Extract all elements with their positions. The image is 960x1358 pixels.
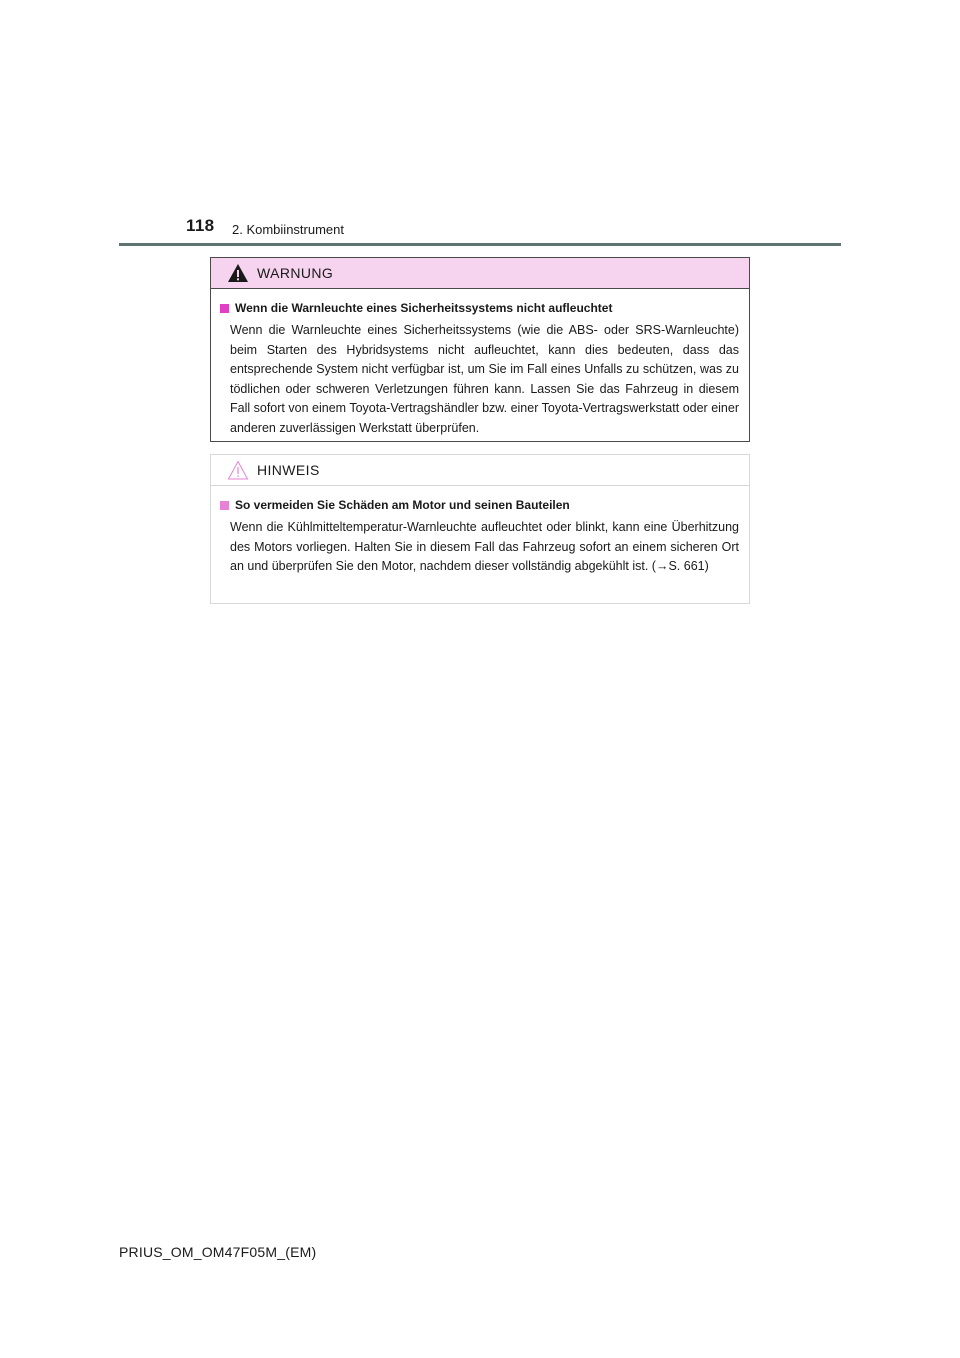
- square-bullet-icon: [220, 501, 229, 510]
- page-number: 118: [186, 216, 215, 235]
- notice-title: HINWEIS: [257, 462, 320, 478]
- header-rule: [119, 243, 841, 246]
- caution-triangle-outline-icon: [227, 460, 249, 480]
- notice-item-text: Wenn die Kühlmitteltemperatur-Warnleuchte aufleuchtet oder blinkt, kann eine Überhitzung des Motors vorliegen. Halten Sie in diesem Fall das Fahrzeug sofort an einem sicheren Ort an und überprüfen Sie den Motor, nachdem dieser vollständig abgekühlt ist. (→S. 661): [230, 520, 739, 574]
- section-title: 2. Kombiinstrument: [232, 222, 344, 237]
- warning-item-heading: [220, 301, 739, 315]
- warning-heading-text: Wenn die Warnleuchte eines Sicherheitssystems nicht aufleuchtet: [235, 301, 613, 315]
- square-bullet-icon: [220, 304, 229, 313]
- warning-triangle-icon: [227, 263, 249, 283]
- warning-box: [210, 257, 750, 442]
- notice-heading-text: So vermeiden Sie Schäden am Motor und seinen Bauteilen: [235, 498, 570, 512]
- warning-item-text: Wenn die Warnleuchte eines Sicherheitssystems (wie die ABS- oder SRS-Warnleuchte) beim Starten des Hybridsystems nicht aufleuchtet, kann dies bedeuten, dass das entsprechende System nicht verfügbar ist, um Sie im Fall eines Unfalls zu schützen, was zu tödlichen oder schweren Verletzungen führen kann. Lassen Sie das Fahrzeug in diesem Fall sofort von einem Toyota-Vertragshändler bzw. einer Toyota-Vertragswerkstatt oder einer anderen zuverlässigen Werkstatt überprüfen.: [230, 323, 739, 435]
- warning-title: WARNUNG: [257, 265, 334, 281]
- document-code: PRIUS_OM_OM47F05M_(EM): [119, 1244, 317, 1260]
- notice-item-heading: [220, 498, 739, 512]
- warning-header: [211, 258, 749, 289]
- notice-box: [210, 454, 750, 604]
- notice-header: [211, 455, 749, 486]
